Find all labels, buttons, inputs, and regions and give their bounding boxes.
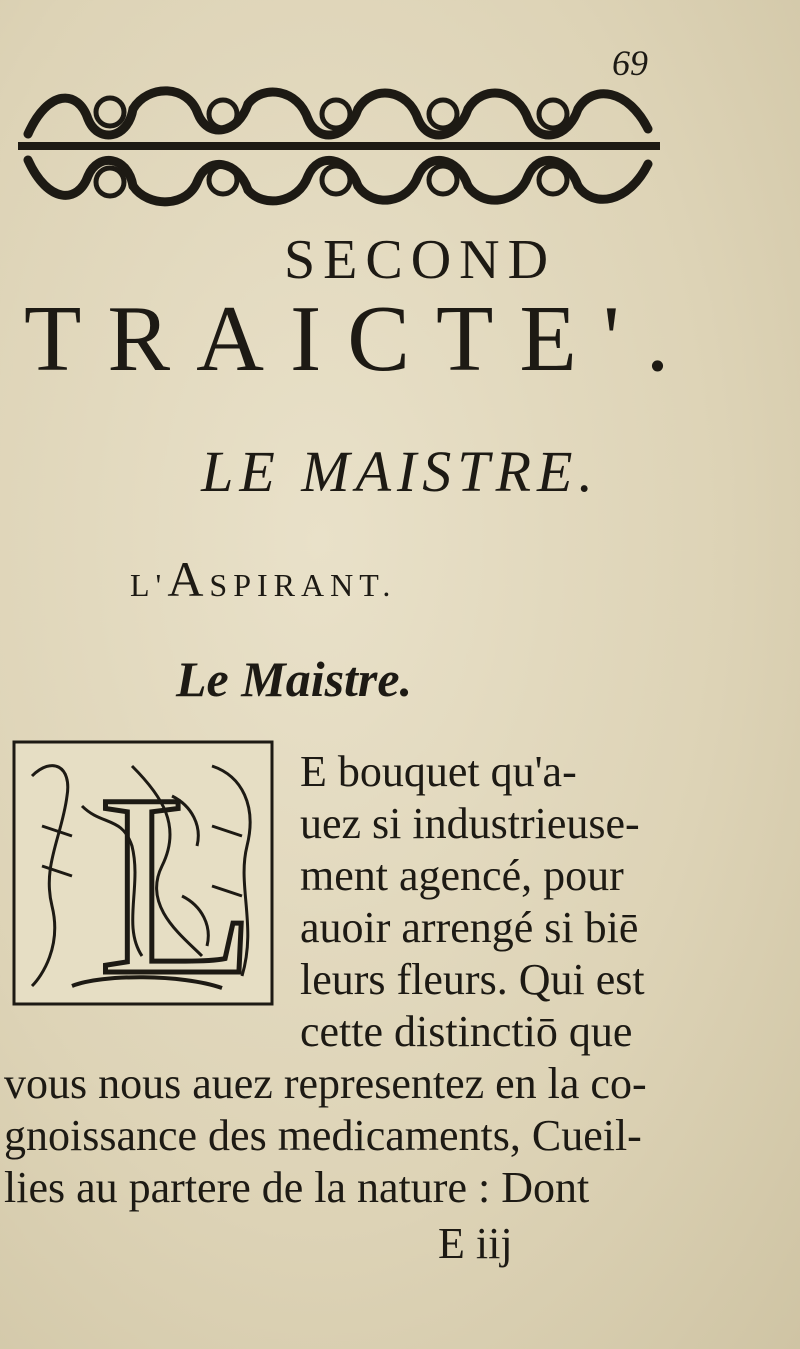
- ornamental-headpiece: [18, 84, 660, 210]
- page-number: 69: [612, 43, 648, 83]
- drop-cap-letter: L: [98, 741, 257, 1008]
- signature-mark: E iij: [438, 1219, 513, 1268]
- text-line: E bouquet qu'a-: [300, 747, 577, 796]
- speaker-heading-aspirant: L'ASPIRANT.: [130, 551, 397, 607]
- text-line: leurs fleurs. Qui est: [300, 955, 645, 1004]
- text-line: vous nous auez representez en la co-: [4, 1059, 647, 1108]
- dialogue-heading: Le Maistre.: [176, 651, 413, 707]
- text-line: ment agencé, pour: [300, 851, 624, 900]
- treatise-title: TRAICTE'.: [24, 287, 696, 391]
- text-line: lies au partere de la nature : Dont: [4, 1163, 590, 1212]
- text-line: gnoissance des medicaments, Cueil-: [4, 1111, 642, 1160]
- text-line: uez si industrieuse-: [300, 799, 640, 848]
- speaker-heading-master: LE MAISTRE.: [201, 439, 599, 504]
- decorated-initial: [12, 736, 274, 1008]
- text-line: cette distinctiō que: [300, 1007, 633, 1056]
- section-label: SECOND: [283, 229, 557, 291]
- text-line: auoir arrengé si biē: [300, 903, 639, 952]
